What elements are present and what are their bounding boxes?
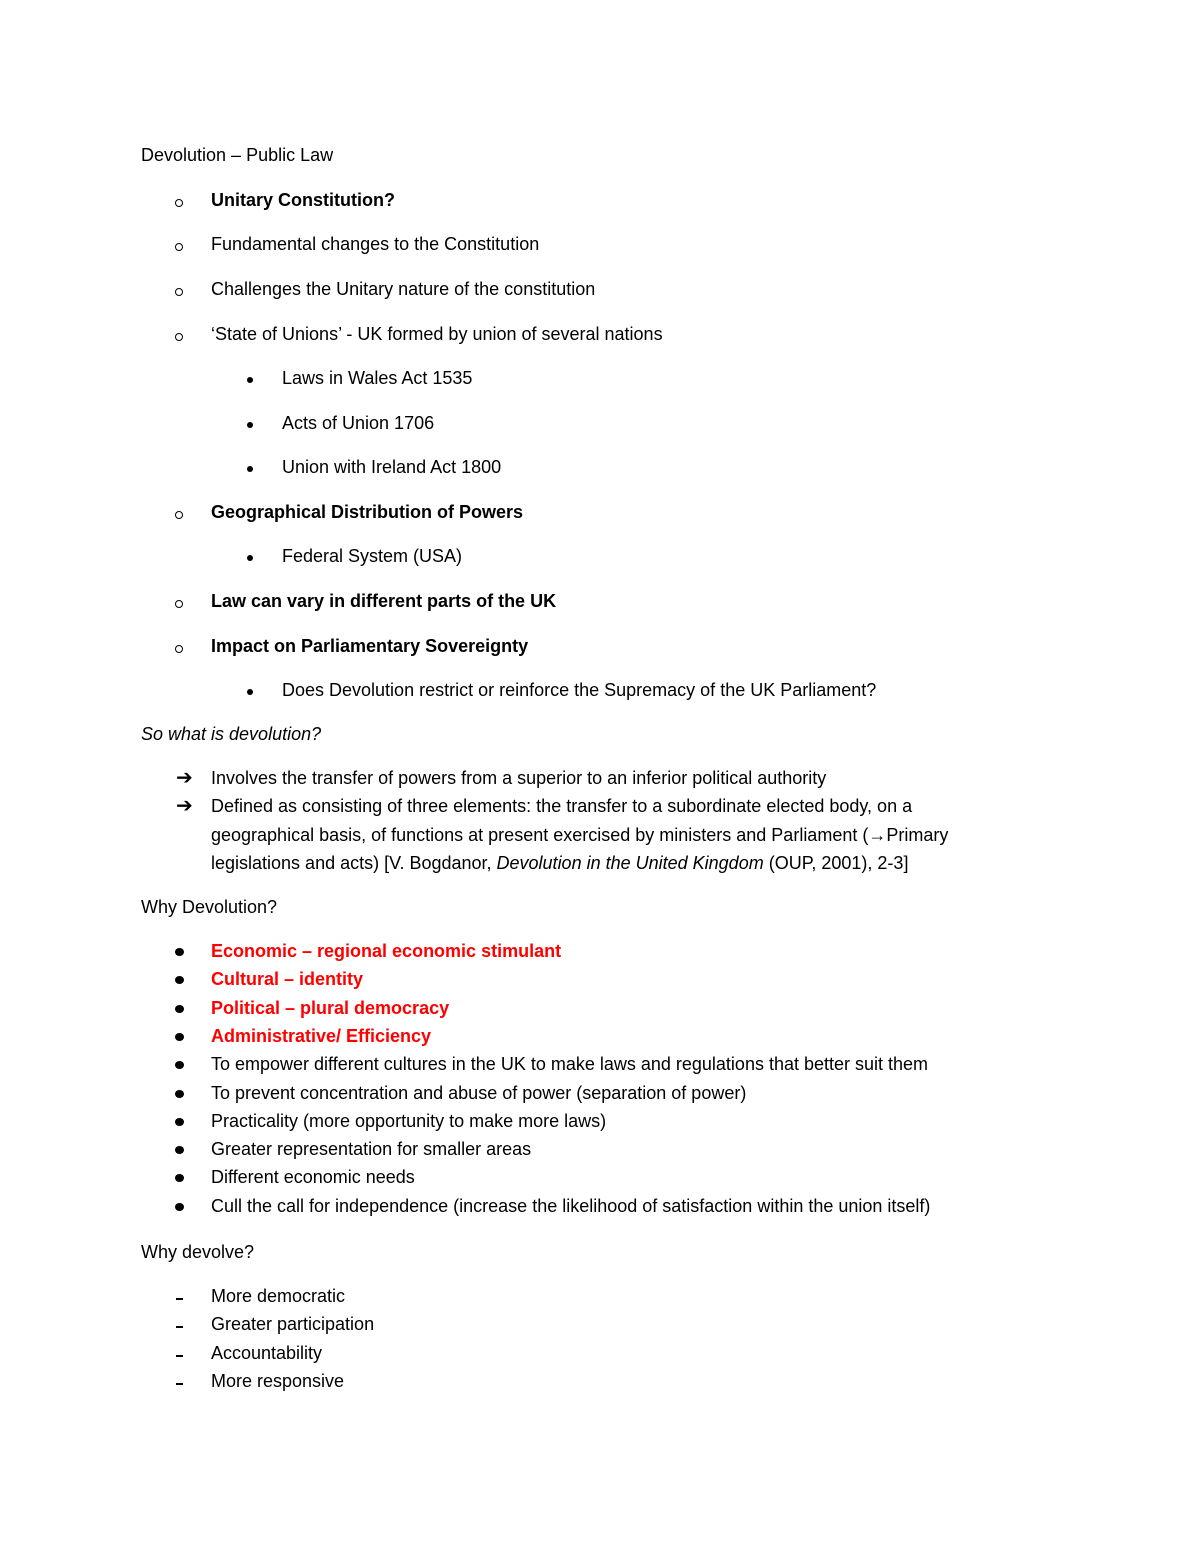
reason-text: Economic – regional economic stimulant [211, 941, 562, 961]
filled-bullet-icon [175, 1203, 184, 1211]
dot-bullet-icon [247, 466, 253, 472]
dash-bullet-icon [176, 1298, 183, 1300]
page-title: Devolution – Public Law [141, 145, 334, 165]
book-title: Devolution in the United Kingdom [496, 853, 764, 873]
outline-item-text: Does Devolution restrict or reinforce the Supremacy of the UK Parliament? [282, 680, 877, 700]
circle-bullet-icon [175, 645, 183, 653]
dot-bullet-icon [247, 689, 253, 695]
reason-text: Political – plural democracy [211, 998, 450, 1018]
dash-bullet-icon [176, 1355, 183, 1357]
why-heading: Why Devolution? [141, 897, 278, 917]
outline-item-text: Federal System (USA) [282, 546, 463, 566]
dash-bullet-icon [176, 1326, 183, 1328]
filled-bullet-icon [175, 1061, 184, 1069]
filled-bullet-icon [175, 1005, 184, 1013]
devolve-text: Greater participation [211, 1314, 375, 1334]
circle-bullet-icon [175, 600, 183, 608]
outline-item-text: ‘State of Unions’ - UK formed by union of several nations [211, 324, 663, 344]
devolve-text: Accountability [211, 1343, 323, 1363]
filled-bullet-icon [175, 1090, 184, 1098]
reason-text: To prevent concentration and abuse of power (separation of power) [211, 1083, 747, 1103]
dot-bullet-icon [247, 377, 253, 383]
filled-bullet-icon [175, 1174, 184, 1182]
circle-bullet-icon [175, 199, 183, 207]
outline-item-text: Law can vary in different parts of the UK [211, 591, 557, 611]
arrow-icon: ➔ [176, 795, 193, 817]
devolve-text: More responsive [211, 1371, 345, 1391]
dot-bullet-icon [247, 422, 253, 428]
circle-bullet-icon [175, 511, 183, 519]
devolve-heading: Why devolve? [141, 1242, 255, 1262]
filled-bullet-icon [175, 948, 184, 956]
reason-text: Administrative/ Efficiency [211, 1026, 432, 1046]
circle-bullet-icon [175, 243, 183, 251]
circle-bullet-icon [175, 288, 183, 296]
reason-text: Cull the call for independence (increase the likelihood of satisfaction within the union itself) [211, 1196, 931, 1216]
arrow-icon: → [868, 825, 887, 845]
definition-text: legislations and acts) [V. Bogdanor, Devolution in the United Kingdom (OUP, 2001), 2-3] [211, 853, 909, 873]
definition-text: Defined as consisting of three elements: the transfer to a subordinate elected body, on a [211, 796, 913, 816]
dash-bullet-icon [176, 1383, 183, 1385]
definition-text: Involves the transfer of powers from a superior to an inferior political authority [211, 768, 827, 788]
reason-text: Cultural – identity [211, 969, 364, 989]
outline-item-text: Impact on Parliamentary Sovereignty [211, 636, 529, 656]
outline-item-text: Acts of Union 1706 [282, 413, 435, 433]
what-heading: So what is devolution? [141, 724, 322, 744]
filled-bullet-icon [175, 1033, 184, 1041]
reason-text: Greater representation for smaller areas [211, 1139, 532, 1159]
definition-text: geographical basis, of functions at present exercised by ministers and Parliament (→Primary [211, 825, 949, 845]
filled-bullet-icon [175, 1118, 184, 1126]
filled-bullet-icon [175, 976, 184, 984]
outline-item-text: Challenges the Unitary nature of the constitution [211, 279, 596, 299]
devolve-text: More democratic [211, 1286, 346, 1306]
outline-item-text: Geographical Distribution of Powers [211, 502, 524, 522]
outline-item-text: Union with Ireland Act 1800 [282, 457, 502, 477]
arrow-icon: ➔ [176, 767, 193, 789]
outline-item-text: Laws in Wales Act 1535 [282, 368, 473, 388]
circle-bullet-icon [175, 333, 183, 341]
filled-bullet-icon [175, 1146, 184, 1154]
reason-text: To empower different cultures in the UK to make laws and regulations that better suit them [211, 1054, 929, 1074]
outline-item-text: Fundamental changes to the Constitution [211, 234, 540, 254]
reason-text: Different economic needs [211, 1167, 415, 1187]
reason-text: Practicality (more opportunity to make more laws) [211, 1111, 607, 1131]
dot-bullet-icon [247, 555, 253, 561]
outline-item-text: Unitary Constitution? [211, 190, 395, 210]
